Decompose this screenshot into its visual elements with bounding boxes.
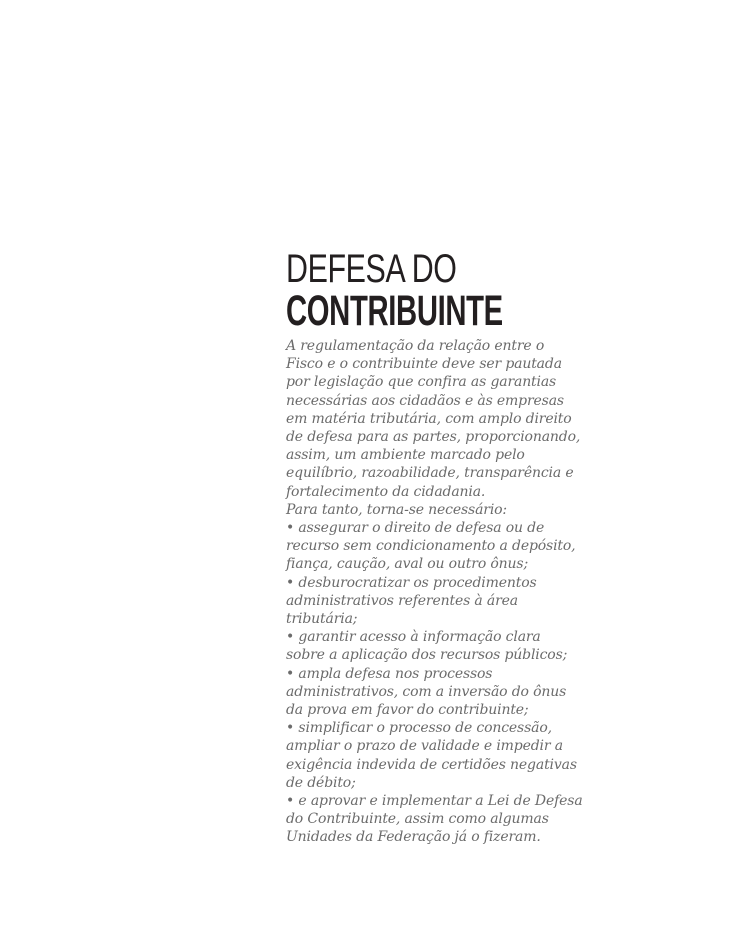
body-line: ampliar o prazo de validade e impedir a [286,738,563,755]
body-line: fiança, caução, aval ou outro ônus; [286,556,529,573]
body-line: necessárias aos cidadãos e às empresas [286,392,564,409]
body-line: tributária; [286,611,358,628]
body-line: sobre a aplicação dos recursos públicos; [286,647,568,664]
body-line: equilíbrio, razoabilidade, transparência e [286,465,574,482]
bullet-line: • garantir acesso à informação clara [286,629,541,646]
bullet-line: • simplificar o processo de concessão, [286,720,552,737]
body-line: de débito; [286,774,356,791]
body-line: em matéria tributária, com amplo direito [286,410,572,427]
body-line: administrativos, com a inversão do ônus [286,683,567,700]
bullet-line: • e aprovar e implementar a Lei de Defesa [286,793,583,810]
body-line: assim, um ambiente marcado pelo [286,447,525,464]
bullet-line: • ampla defesa nos processos [286,665,493,682]
body-line: do Contribuinte, assim como algumas [286,811,549,828]
body-line: exigência indevida de certidões negativas [286,756,577,773]
bullet-line: • assegurar o direito de defesa ou de [286,520,545,537]
bullet-line: • desburocratizar os procedimentos [286,574,537,591]
title-line-1: DEFESA DO [286,247,457,291]
article [286,247,586,847]
body-line: de defesa para as partes, proporcionando, [286,429,581,446]
body-line: Para tanto, torna-se necessário: [286,501,507,518]
body-line: recurso sem condicionamento a depósito, [286,538,576,555]
body-text [286,337,586,847]
body-line: Unidades da Federação já o fizeram. [286,829,541,846]
body-line: administrativos referentes à área [286,592,518,609]
body-line: A regulamentação da relação entre o [286,338,545,354]
body-line: da prova em favor do contribuinte; [286,702,529,719]
body-line: fortalecimento da cidadania. [286,483,486,500]
body-line: por legislação que confira as garantias [286,374,557,391]
body-line: Fisco e o contribuinte deve ser pautada [286,356,562,373]
title-line-2: CONTRIBUINTE [286,287,503,335]
